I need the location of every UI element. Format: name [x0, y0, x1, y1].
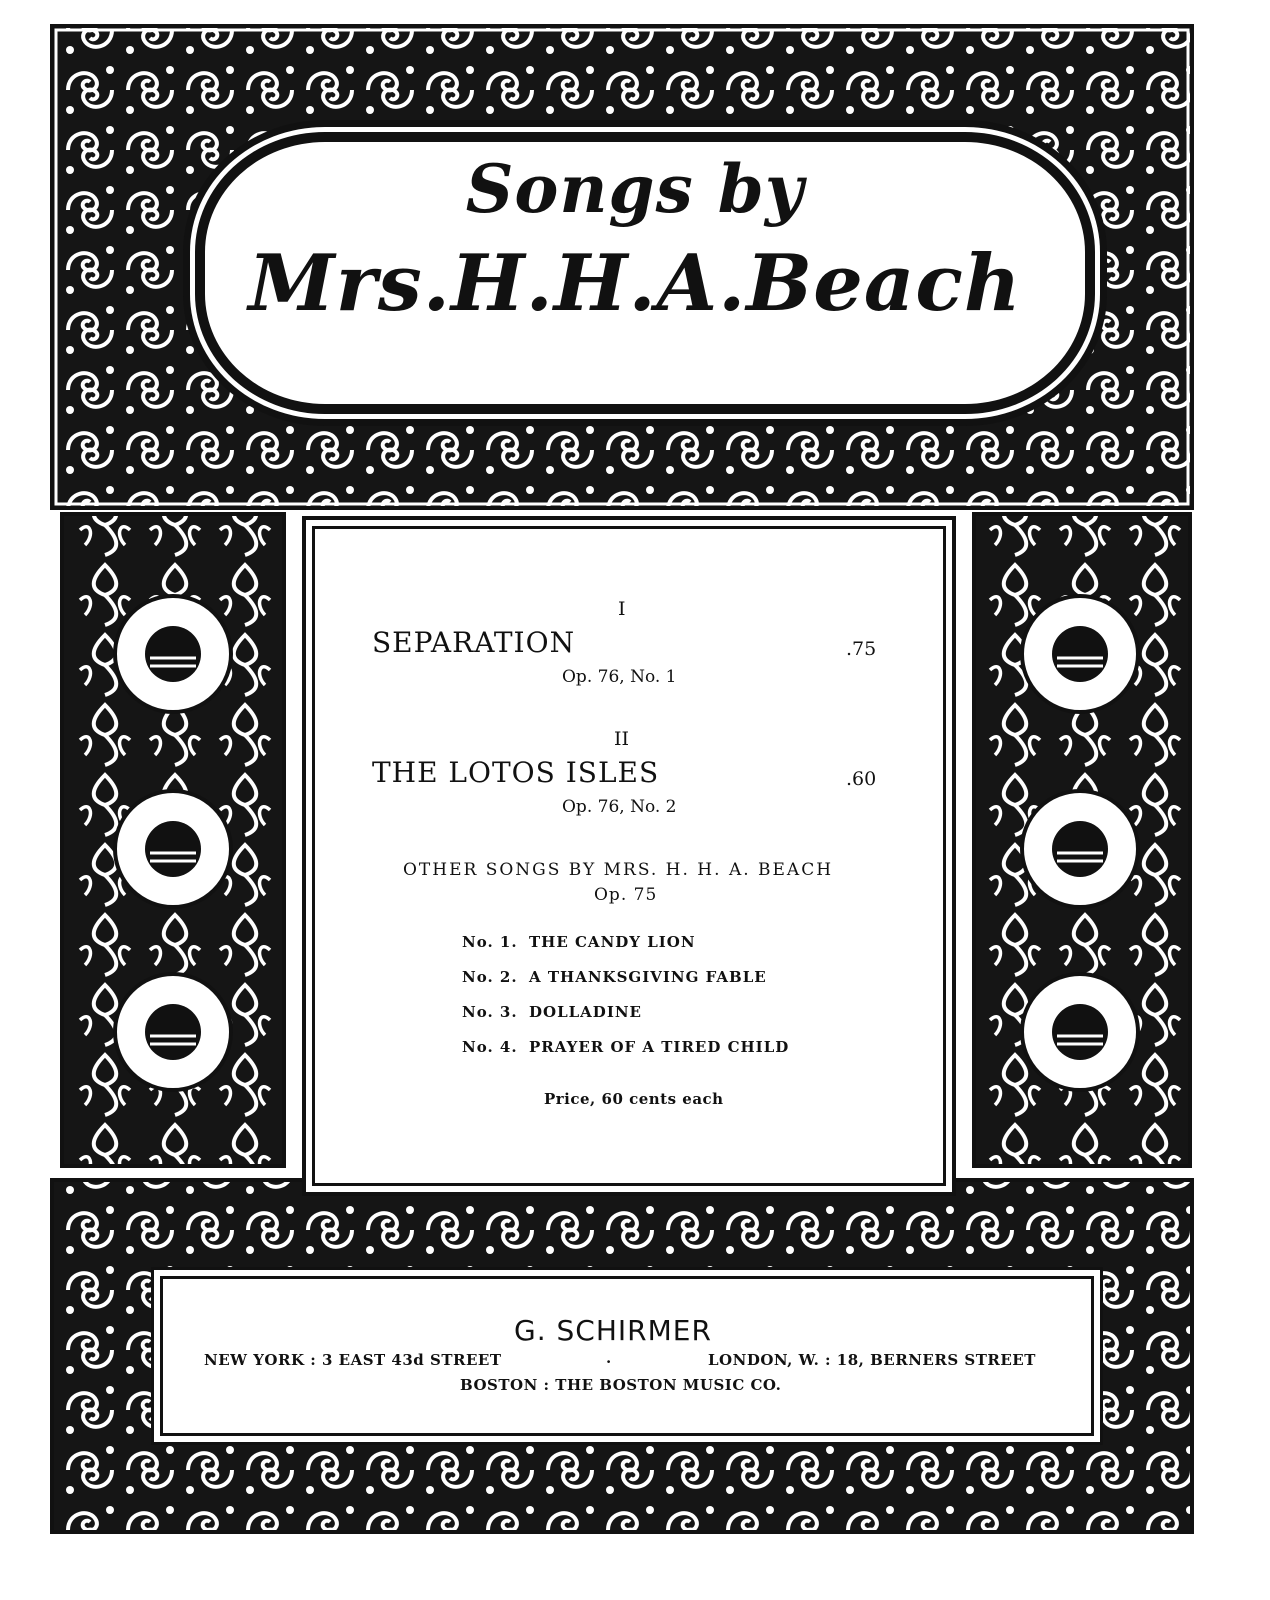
publisher-new-york: NEW YORK : 3 EAST 43d STREET [204, 1351, 502, 1369]
address-separator: . [606, 1349, 612, 1367]
other-songs-heading: OTHER SONGS BY MRS. H. H. A. BEACH [403, 860, 834, 880]
other-item-1-no: No. 1. [462, 933, 518, 951]
other-songs-opus: Op. 75 [594, 885, 658, 905]
other-item-2-no: No. 2. [462, 968, 518, 986]
other-item-4-title: PRAYER OF A TIRED CHILD [529, 1038, 790, 1056]
other-item-3-no: No. 3. [462, 1003, 518, 1021]
other-item-2-title: A THANKSGIVING FABLE [529, 968, 767, 986]
contents-panel [312, 526, 946, 1186]
song-2-numeral: II [614, 728, 630, 750]
publisher-boston: BOSTON : THE BOSTON MUSIC CO. [460, 1376, 782, 1394]
song-2-title: THE LOTOS ISLES [372, 756, 660, 789]
other-item-4-no: No. 4. [462, 1038, 518, 1056]
song-1-opus: Op. 76, No. 1 [562, 667, 677, 687]
song-2-price: .60 [846, 768, 877, 790]
other-item-3-title: DOLLADINE [529, 1003, 642, 1021]
song-1-title: SEPARATION [372, 626, 576, 659]
title-line-1: Songs by [465, 150, 805, 228]
publisher-name: G. SCHIRMER [514, 1314, 712, 1347]
other-item-1-title: THE CANDY LION [529, 933, 696, 951]
song-1-price: .75 [846, 638, 877, 660]
price-note: Price, 60 cents each [544, 1090, 724, 1108]
song-1-numeral: I [618, 598, 626, 620]
publisher-london: LONDON, W. : 18, BERNERS STREET [708, 1351, 1036, 1369]
song-2-opus: Op. 76, No. 2 [562, 797, 677, 817]
title-line-2: Mrs.H.H.A.Beach [248, 238, 1022, 329]
